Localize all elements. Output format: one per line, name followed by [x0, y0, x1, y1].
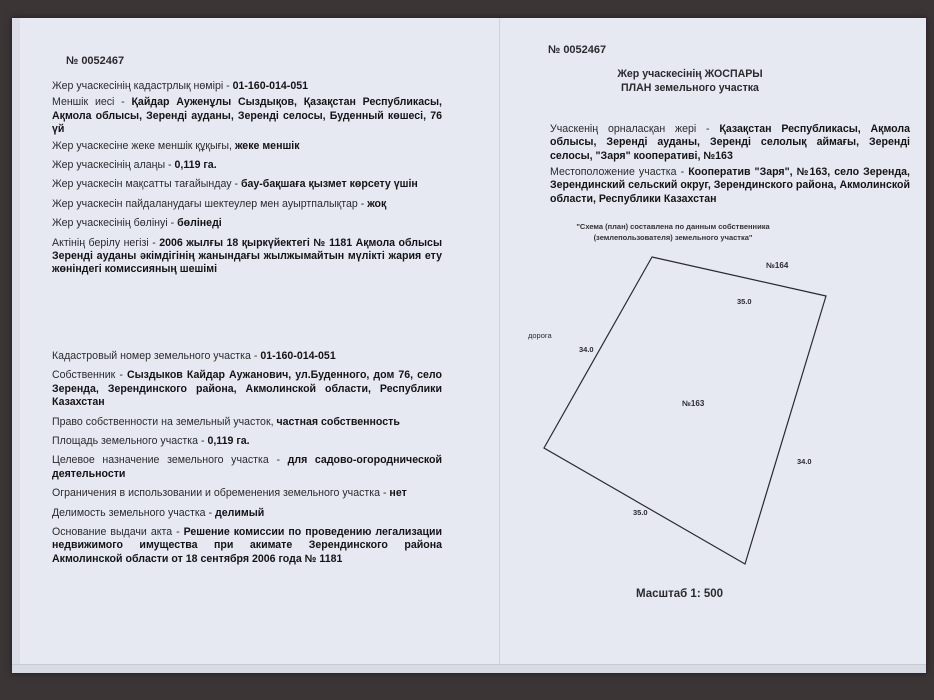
scheme-note-line-2: (землепользователя) земельного участка" [593, 233, 753, 242]
scheme-note-line-1: "Схема (план) составлена по данным собственника [576, 222, 770, 231]
kazakh-section [52, 80, 442, 277]
kz-restrictions-row: Жер учаскесін пайдаланудағы шектеулер мен ауыртпалықтар - жоқ [52, 197, 387, 210]
ru-owner-row: Собственник - Сыздыков Кайдар Аужанович, ул.Буденного, дом 76, село Зеренда, Зерендинского района, Акмолинской области, Республики Казахстан [52, 369, 442, 409]
ru-area-row: Площадь земельного участка - 0,119 га. [52, 435, 250, 448]
left-document-number: № 0052467 [66, 55, 125, 67]
side-length-top: 35.0 [737, 297, 752, 306]
parcel-plan-drawing [500, 240, 900, 580]
page-bottom-edge [12, 664, 926, 673]
kz-owner-row: Меншік иесі - Қайдар Ауженұлы Сыздықов, Қазақстан Республикасы, Ақмола облысы, Зеренді ауданы, Зеренді селосы, Буденный көшесі, 76 үй [52, 96, 442, 136]
kz-cadastral-row: Жер учаскесінің кадастрлық нөмірі - 01-160-014-051 [52, 80, 309, 92]
plan-title-ru: ПЛАН земельного участка [621, 82, 759, 94]
ru-divisibility-row: Делимость земельного участка - делимый [52, 506, 265, 519]
parcel-boundary [544, 257, 826, 564]
side-length-right: 34.0 [797, 457, 812, 466]
kz-divisibility-row: Жер учаскесінің бөлінуі - бөлінеді [52, 217, 222, 230]
ru-restrictions-row: Ограничения в использовании и обременения земельного участка - нет [52, 487, 407, 500]
location-ru: Местоположение участка - Кооператив "Заря", №163, село Зеренда, Зерендинский сельский округ, Зерендинского района, Акмолинской области, Республики Казахстан [550, 166, 910, 205]
ru-basis-row: Основание выдачи акта - Решение комиссии по проведению легализации недвижимого имущества при акимате Зерендинского района Акмолинской области от 18 сентября 2006 года № 1181 [52, 526, 442, 565]
kz-basis-row: Актінің берілу негізі - 2006 жылғы 18 қыркүйектегі № 1181 Ақмола облысы Зеренді ауданы әкімдігінің жанындағы жылжымайтын мүлікті жария ету жөніндегі комиссияның шешімі [52, 236, 442, 276]
kz-right-row: Жер учаскесіне жеке меншік құқығы, жеке меншік [52, 139, 300, 152]
side-length-bottom: 35.0 [633, 508, 648, 517]
location-kz: Учаскенің орналасқан жері - Қазақстан Республикасы, Ақмола облысы, Зеренді ауданы, Зеренді селолық аймағы, Зеренді селосы, "Заря" кооперативі, №163 [550, 123, 910, 162]
side-length-left: 34.0 [579, 345, 594, 354]
plan-title-kz: Жер учаскесінің ЖОСПАРЫ [617, 68, 763, 80]
plan-scale: Масштаб 1: 500 [636, 588, 724, 600]
ru-right-row: Право собственности на земельный участок, частная собственность [52, 415, 400, 428]
right-document-number: № 0052467 [548, 44, 607, 56]
russian-section [52, 350, 442, 566]
page-left-edge [12, 18, 20, 673]
parcel-label: №163 [682, 399, 705, 408]
kz-area-row: Жер учаскесінің алаңы - 0,119 га. [52, 159, 217, 172]
neighbor-label: №164 [766, 261, 789, 270]
ru-purpose-row: Целевое назначение земельного участка - для садово-огороднической деятельности [52, 454, 442, 480]
kz-purpose-row: Жер учаскесін мақсатты тағайындау - бау-бақшаға қызмет көрсету үшін [52, 178, 418, 191]
ru-cadastral-row: Кадастровый номер земельного участка - 01-160-014-051 [52, 350, 336, 362]
road-label: дорога [528, 331, 552, 340]
